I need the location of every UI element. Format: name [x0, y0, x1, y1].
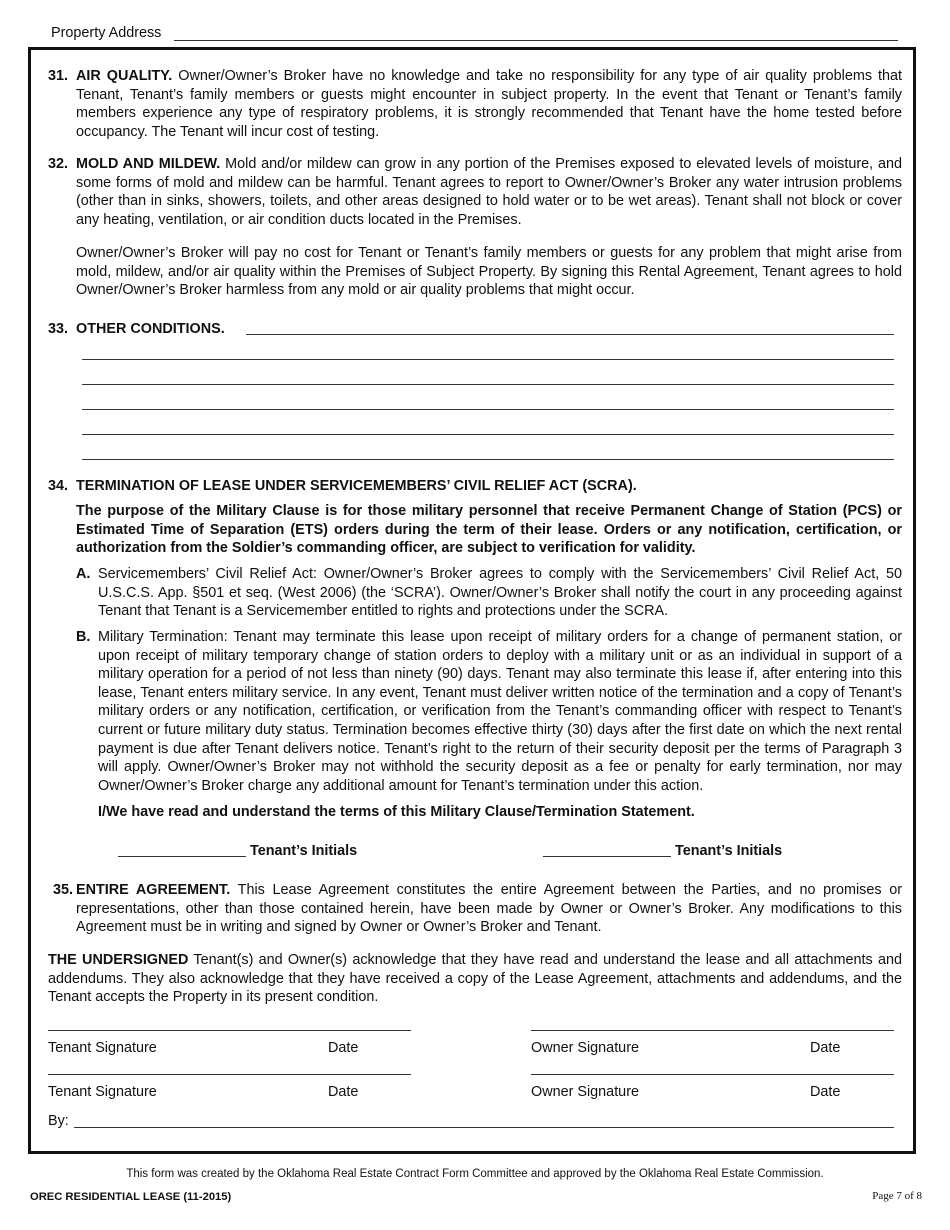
by-line[interactable]	[74, 1127, 894, 1128]
other-conditions-line[interactable]	[82, 359, 894, 360]
tenant-initials-label-2: Tenant’s Initials	[675, 843, 783, 859]
owner-date-label-2: Date	[810, 1084, 841, 1100]
section-number: 31.	[48, 68, 69, 84]
section-35-number: 35.	[53, 882, 74, 898]
footer-page-number: Page 7 of 8	[872, 1190, 922, 1202]
section-35-text	[76, 881, 902, 937]
tenant-signature-label-1: Tenant Signature	[48, 1040, 157, 1056]
tenant-initials-label-1: Tenant’s Initials	[250, 843, 358, 859]
other-conditions-line[interactable]	[82, 384, 894, 385]
section-32-paragraph-2: Owner/Owner’s Broker will pay no cost for Tenant or Tenant’s family members or guests for any problem that might arise from mold, mildew, and/or air quality within the Premises of Subject Property. By signing this Rental Agreement, Tenant agrees to hold Owner/Owner’s Broker harmless from any mold or air quality problems that might occur.	[76, 245, 902, 299]
owner-signature-line-1[interactable]	[531, 1030, 894, 1031]
subsection-a	[76, 565, 902, 621]
section-31	[48, 67, 902, 141]
other-conditions-line[interactable]	[82, 459, 894, 460]
section-title: AIR QUALITY.	[76, 68, 173, 84]
section-text: Mold and/or mildew can grow in any portion of the Premises exposed to elevated levels of moisture, and some forms of mold and mildew can be harmful. Tenant agrees to report to Owner/Owner’s Broker any water intrusion problems (other than in sinks, showers, toilets, and other areas designed to hold water or to be wet areas). Tenant shall not block or cover any heating, ventilation, or air condition ducts located in the Premises.	[76, 156, 902, 228]
undersigned-text: Tenant(s) and Owner(s) acknowledge that they have read and understand the lease and all attachments and addendums. They also acknowledge that they have received a copy of the Lease Agreement, attachments and addendums, and the Tenant accepts the Property in its present condition.	[48, 952, 902, 1006]
section-32	[48, 155, 902, 229]
section-text: This Lease Agreement constitutes the entire Agreement between the Parties, and no promises or representations, other than those contained herein, have been made by Owner or Owner’s Broker. Any modifications to this Agreement must be in writing and signed by Owner or Owner’s Broker and Tenant.	[76, 882, 902, 936]
other-conditions-line[interactable]	[82, 409, 894, 410]
property-address-label: Property Address	[51, 25, 162, 41]
tenant-signature-line-1[interactable]	[48, 1030, 411, 1031]
section-title: ENTIRE AGREEMENT.	[76, 882, 231, 898]
tenant-initials-line-2[interactable]	[543, 856, 671, 857]
owner-date-label-1: Date	[810, 1040, 841, 1056]
property-address-line[interactable]	[174, 40, 898, 41]
owner-signature-label-2: Owner Signature	[531, 1084, 639, 1100]
subsection-letter: A.	[76, 566, 91, 582]
section-number: 32.	[48, 156, 69, 172]
section-33-number: 33.	[48, 321, 69, 337]
section-text: Owner/Owner’s Broker have no knowledge and take no responsibility for any type of air quality problems that Tenant, Tenant’s family members or guests might encounter in subject property. In the event that Tenant or Tenant’s family members experience any type of respiratory problems, it is strongly recommended that Tenant have the home tested before occupancy. The Tenant will incur cost of testing.	[76, 68, 902, 140]
other-conditions-line[interactable]	[82, 434, 894, 435]
section-34-number: 34.	[48, 478, 69, 494]
tenant-date-label-2: Date	[328, 1084, 359, 1100]
tenant-initials-line-1[interactable]	[118, 856, 246, 857]
other-conditions-line[interactable]	[246, 334, 894, 335]
owner-signature-line-2[interactable]	[531, 1074, 894, 1075]
tenant-date-label-1: Date	[328, 1040, 359, 1056]
section-title: MOLD AND MILDEW.	[76, 156, 221, 172]
footer-note: This form was created by the Oklahoma Real Estate Contract Form Committee and approved by the Oklahoma Real Estate Commission.	[126, 1168, 824, 1180]
military-clause-intro: The purpose of the Military Clause is for those military personnel that receive Permanent Change of Station (PCS) or Estimated Time of Separation (ETS) orders during the term of their lease. Orders or any notification, certification, or authorization from the Soldier’s commanding officer, are subject to verification for validity.	[76, 503, 902, 557]
section-34-title: TERMINATION OF LEASE UNDER SERVICEMEMBERS’ CIVIL RELIEF ACT (SCRA).	[76, 478, 637, 494]
owner-signature-label-1: Owner Signature	[531, 1040, 639, 1056]
footer-form-id: OREC RESIDENTIAL LEASE (11-2015)	[30, 1191, 232, 1203]
tenant-signature-line-2[interactable]	[48, 1074, 411, 1075]
subsection-letter: B.	[76, 629, 91, 645]
military-acknowledgement: I/We have read and understand the terms of this Military Clause/Termination Statement.	[98, 804, 695, 820]
subsection-text: Military Termination: Tenant may terminate this lease upon receipt of military orders for a change of permanent station, or upon receipt of military temporary change of station orders to deploy with a military unit or as an individual in support of a military operation for a period of not less than ninety (90) days. Tenant may also terminate this lease if, after entering into this lease, Tenant enters military service. In any event, Tenant must deliver written notice of the termination and a copy of Tenant’s military orders or any notification, certification, or verification from the Tenant’s commanding officer with respect to Tenant’s current or future military duty status. Termination becomes effective thirty (30) days after the first date on which the next rental payment is due after Tenant delivers notice. Tenant’s right to the return of their security deposit per the terms of Paragraph 3 will apply. Owner/Owner’s Broker may not withhold the security deposit as a fee or penalty for early termination, nor may Owner/Owner’s Broker charge any additional amount for Tenant’s termination under this action.	[98, 629, 902, 794]
section-33-title: OTHER CONDITIONS.	[76, 321, 225, 337]
tenant-signature-label-2: Tenant Signature	[48, 1084, 157, 1100]
subsection-text: Servicemembers’ Civil Relief Act: Owner/Owner’s Broker agrees to comply with the Servicemembers’ Civil Relief Act, 50 U.S.C.S. App. §501 et seq. (West 2006) (the ‘SCRA’). Owner/Owner’s Broker shall notify the court in any proceeding against Tenant that Tenant is a Servicemember entitled to rights and protections under the SCRA.	[98, 566, 902, 620]
undersigned-paragraph	[48, 951, 902, 1007]
subsection-b	[76, 628, 902, 795]
by-label: By:	[48, 1113, 69, 1129]
undersigned-title: THE UNDERSIGNED	[48, 952, 189, 968]
